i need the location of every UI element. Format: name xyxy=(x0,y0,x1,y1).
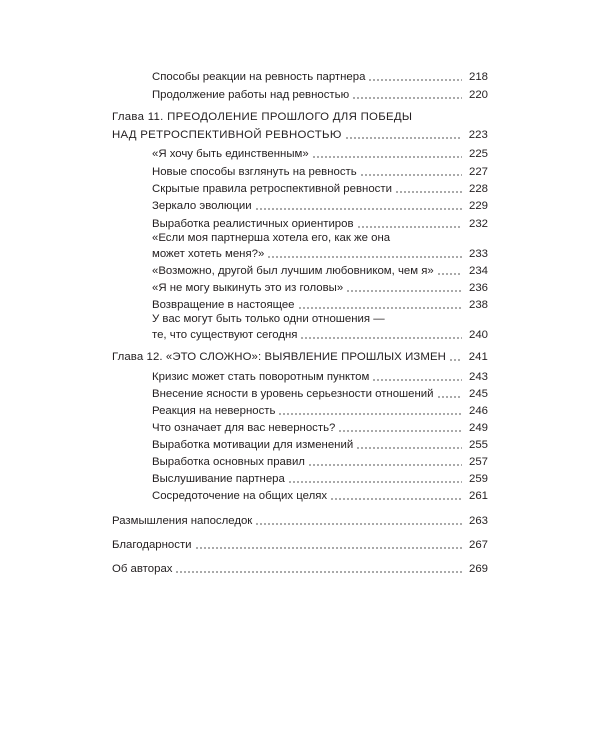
dot-leader xyxy=(352,86,462,100)
toc-entry[interactable] xyxy=(152,383,488,401)
toc-entry[interactable] xyxy=(152,294,488,312)
toc-entry[interactable] xyxy=(152,84,488,102)
toc-entry-title: Выработка мотивации для изменений xyxy=(152,439,354,451)
toc-entry-page: 245 xyxy=(468,388,488,400)
toc-entry-title: Реакция на неверность xyxy=(152,405,276,417)
toc-entry-page: 240 xyxy=(468,329,488,341)
dot-leader xyxy=(195,536,462,550)
dot-leader xyxy=(288,470,462,484)
chapter-11-heading-line1[interactable]: Глава 11. ПРЕОДОЛЕНИЕ ПРОШЛОГО ДЛЯ ПОБЕДЫ xyxy=(112,111,413,123)
toc-entry[interactable] xyxy=(152,243,488,261)
toc-entry-title-line1[interactable]: У вас могут быть только одни отношения — xyxy=(152,313,385,325)
toc-entry-title: «Возможно, другой был лучшим любовником, чем я» xyxy=(152,265,434,277)
toc-entry-title: Выработка реалистичных ориентиров xyxy=(152,218,354,230)
dot-leader xyxy=(267,245,462,259)
toc-entry-title: Способы реакции на ревность партнера xyxy=(152,71,366,83)
chapter-11-heading[interactable] xyxy=(112,124,488,142)
dot-leader xyxy=(330,487,462,501)
toc-entry-title: Выслушивание партнера xyxy=(152,473,285,485)
toc-entry-page: 249 xyxy=(468,422,488,434)
dot-leader xyxy=(346,279,462,293)
toc-entry-page: 259 xyxy=(468,473,488,485)
dot-leader xyxy=(308,453,462,467)
dot-leader xyxy=(298,296,462,310)
dot-leader xyxy=(357,215,462,229)
toc-entry-title: Скрытые правила ретроспективной ревности xyxy=(152,183,392,195)
toc-entry-title: Об авторах xyxy=(112,563,173,575)
chapter-11-heading-line2: НАД РЕТРОСПЕКТИВНОЙ РЕВНОСТЬЮ xyxy=(112,129,342,141)
toc-entry-page: 218 xyxy=(468,71,488,83)
toc-entry[interactable] xyxy=(152,143,488,161)
toc-entry-title: Продолжение работы над ревностью xyxy=(152,89,350,101)
toc-entry-page: 267 xyxy=(468,539,488,551)
toc-entry-page: 234 xyxy=(468,265,488,277)
toc-entry-title: Возвращение в настоящее xyxy=(152,299,295,311)
toc-entry-title: Выработка основных правил xyxy=(152,456,305,468)
toc-entry-page: 229 xyxy=(468,200,488,212)
toc-entry-page: 238 xyxy=(468,299,488,311)
toc-entry[interactable] xyxy=(152,366,488,384)
toc-entry[interactable] xyxy=(152,400,488,418)
toc-entry-page: 228 xyxy=(468,183,488,195)
dot-leader xyxy=(368,68,462,82)
toc-entry-title: Внесение ясности в уровень серьезности отношений xyxy=(152,388,434,400)
toc-entry[interactable] xyxy=(152,161,488,179)
toc-entry-title: Благодарности xyxy=(112,539,192,551)
toc-entry-page: 246 xyxy=(468,405,488,417)
toc-entry-page: 269 xyxy=(468,563,488,575)
toc-entry[interactable] xyxy=(152,213,488,231)
dot-leader xyxy=(300,326,462,340)
chapter-12-heading-title: Глава 12. «ЭТО СЛОЖНО»: ВЫЯВЛЕНИЕ ПРОШЛЫХ ИЗМЕН xyxy=(112,351,446,363)
toc-entry[interactable] xyxy=(152,178,488,196)
toc-entry-page: 263 xyxy=(468,515,488,527)
toc-entry[interactable] xyxy=(152,417,488,435)
dot-leader xyxy=(312,145,462,159)
toc-entry-title: Кризис может стать поворотным пунктом xyxy=(152,371,370,383)
toc-entry-title-line1[interactable]: «Если моя партнерша хотела его, как же она xyxy=(152,232,391,244)
toc-entry-page: 255 xyxy=(468,439,488,451)
toc-entry[interactable] xyxy=(152,324,488,342)
toc-entry[interactable] xyxy=(112,558,488,576)
toc-entry[interactable] xyxy=(152,260,488,278)
dot-leader xyxy=(278,402,462,416)
toc-entry-title: Новые способы взглянуть на ревность xyxy=(152,166,357,178)
dot-leader xyxy=(449,348,462,362)
toc-entry-page: 227 xyxy=(468,166,488,178)
dot-leader xyxy=(395,180,462,194)
dot-leader xyxy=(356,436,462,450)
dot-leader xyxy=(175,560,462,574)
toc-entry-title: Сосредоточение на общих целях xyxy=(152,490,328,502)
dot-leader xyxy=(338,419,462,433)
toc-entry[interactable] xyxy=(152,485,488,503)
dot-leader xyxy=(372,368,462,382)
toc-entry[interactable] xyxy=(152,451,488,469)
toc-entry-title: Что означает для вас неверность? xyxy=(152,422,336,434)
toc-entry-page: 220 xyxy=(468,89,488,101)
dot-leader xyxy=(255,512,462,526)
toc-entry-page: 232 xyxy=(468,218,488,230)
dot-leader xyxy=(360,163,462,177)
toc-entry-page: 233 xyxy=(468,248,488,260)
toc-entry[interactable] xyxy=(152,66,488,84)
toc-entry-title: Размышления напоследок xyxy=(112,515,253,527)
toc-entry-title: может хотеть меня?» xyxy=(152,248,265,260)
toc-entry-page: 257 xyxy=(468,456,488,468)
toc-entry-page: 243 xyxy=(468,371,488,383)
dot-leader xyxy=(437,385,462,399)
toc-entry-title: «Я не могу выкинуть это из головы» xyxy=(152,282,344,294)
chapter-12-page: 241 xyxy=(468,351,488,363)
toc-entry-title: Зеркало эволюции xyxy=(152,200,252,212)
chapter-12-heading[interactable] xyxy=(112,346,488,364)
toc-entry-page: 225 xyxy=(468,148,488,160)
dot-leader xyxy=(437,262,462,276)
toc-entry[interactable] xyxy=(152,195,488,213)
toc-entry[interactable] xyxy=(112,534,488,552)
toc-entry-page: 236 xyxy=(468,282,488,294)
toc-entry[interactable] xyxy=(152,468,488,486)
toc-entry[interactable] xyxy=(152,277,488,295)
toc-entry[interactable] xyxy=(112,510,488,528)
dot-leader xyxy=(255,197,462,211)
chapter-11-page: 223 xyxy=(468,129,488,141)
dot-leader xyxy=(345,126,462,140)
toc-entry[interactable] xyxy=(152,434,488,452)
toc-entry-title: те, что существуют сегодня xyxy=(152,329,298,341)
toc-entry-title: «Я хочу быть единственным» xyxy=(152,148,309,160)
toc-entry-page: 261 xyxy=(468,490,488,502)
